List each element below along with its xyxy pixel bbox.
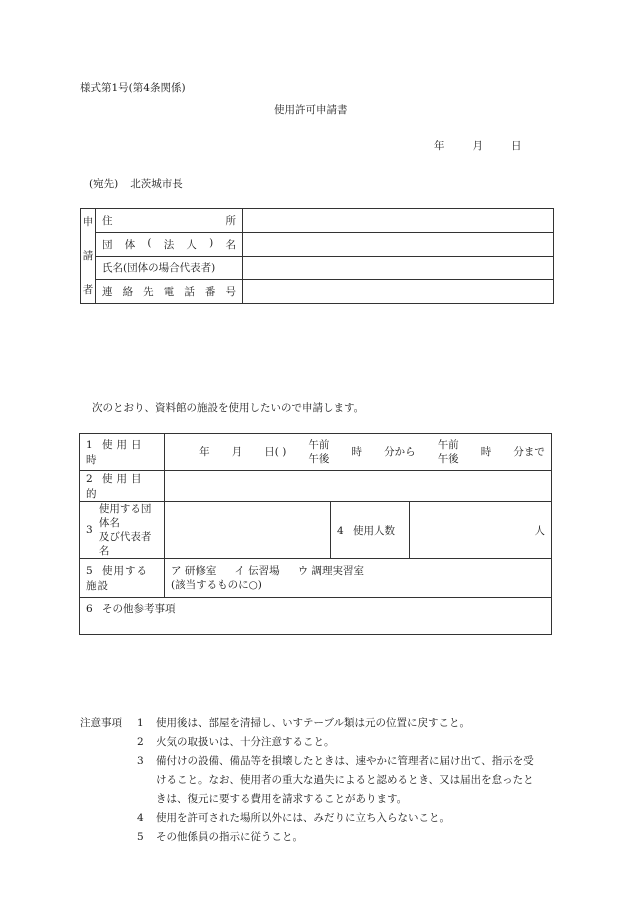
people-count-label: 4 使用人数 — [331, 502, 410, 559]
people-unit: 人 — [534, 524, 545, 537]
usage-purpose-label: 2 使用目的 — [80, 471, 165, 502]
intro-text: 次のとおり、資料館の施設を使用したいので申請します。 — [92, 402, 365, 414]
address-label: 住 所 — [96, 209, 243, 233]
end-hour: 時 — [480, 446, 492, 458]
start-ampm: 午前 午後 — [308, 439, 330, 465]
facility-option-cooking[interactable]: ウ 調理実習室 — [297, 565, 365, 577]
phone-field[interactable] — [243, 280, 554, 304]
other-notes-label: その他参考事項 — [102, 603, 176, 615]
facility-label: 5 使用する施設 — [80, 559, 165, 598]
usage-year: 年 — [199, 446, 210, 458]
usage-purpose-field[interactable] — [165, 471, 552, 502]
note-item: 1 使用後は、部屋を清掃し、いすテーブル類は元の位置に戻すこと。 — [137, 717, 471, 729]
date-year-label: 年 — [434, 140, 445, 152]
start-minute: 分から — [384, 446, 416, 458]
usage-month: 月 — [231, 446, 243, 458]
group-name-field[interactable] — [243, 232, 554, 256]
facility-note: (該当するものに○) — [171, 579, 262, 591]
date-month-label: 月 — [472, 140, 483, 152]
addressee-label: (宛先) — [89, 178, 119, 190]
facility-option-training[interactable]: ア 研修室 — [171, 565, 217, 577]
end-minute: 分まで — [513, 446, 545, 458]
address-field[interactable] — [243, 209, 554, 233]
group-name-label: 団 体 ( 法 人 ) 名 — [96, 232, 243, 256]
note-item: 4 使用を許可された場所以外には、みだりに立ち入らないこと。 — [137, 812, 450, 824]
start-hour: 時 — [351, 446, 362, 458]
usage-day: 日( ) — [264, 446, 287, 458]
name-field[interactable] — [243, 256, 554, 280]
name-label: 氏名(団体の場合代表者) — [96, 256, 243, 280]
end-ampm: 午前 午後 — [437, 439, 459, 465]
phone-label: 連 絡 先 電 話 番 号 — [96, 280, 243, 304]
note-item: 5 その他係員の指示に従うこと。 — [137, 831, 303, 843]
date-line — [434, 138, 522, 153]
usage-date-field[interactable] — [165, 434, 552, 471]
note-item: 2 火気の取扱いは、十分注意すること。 — [137, 736, 335, 748]
facility-option-workshop[interactable]: イ 伝習場 — [234, 565, 280, 577]
date-day-label: 日 — [511, 140, 522, 152]
facility-options — [165, 559, 552, 598]
note-item: 3 備付けの設備、備品等を損壊したときは、速やかに管理者に届け出て、指示を受けること。なお、使用者の重大な過失によると認めるとき、又は届出を怠ったときは、復元に要する費用を請求することがあります。 — [137, 755, 534, 805]
other-notes-field[interactable]: 6 その他参考事項 — [80, 598, 552, 635]
form-number: 様式第1号(第4条関係) — [80, 82, 186, 94]
applicant-table — [80, 208, 554, 304]
group-rep-label: 3 使用する団体名 及び代表者名 — [80, 502, 165, 559]
notes-list — [137, 714, 537, 847]
usage-date-label: 1 使用日時 — [80, 434, 165, 471]
group-rep-field[interactable] — [165, 502, 331, 559]
notes-heading: 注意事項 — [80, 717, 122, 729]
addressee-name: 北茨城市長 — [130, 178, 183, 190]
notes-section — [80, 714, 537, 847]
people-count-field[interactable] — [410, 502, 552, 559]
addressee — [89, 176, 183, 191]
usage-table — [79, 433, 552, 635]
document-title: 使用許可申請書 — [274, 104, 348, 116]
applicant-side-label: 申 請 者 — [81, 209, 96, 304]
